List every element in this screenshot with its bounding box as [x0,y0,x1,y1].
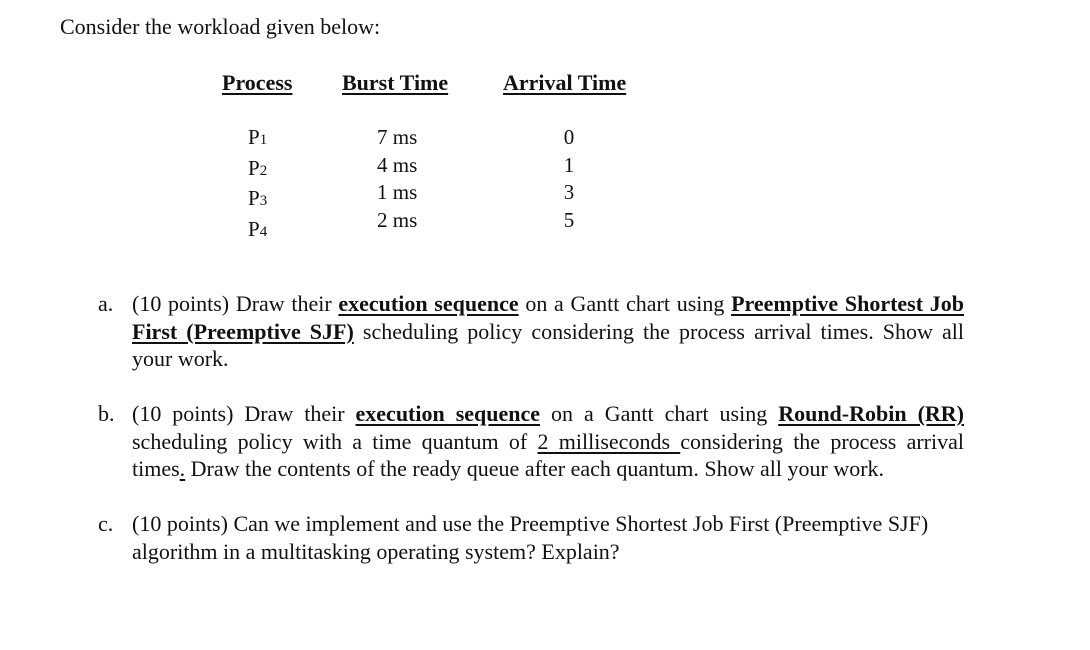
header-process: Process [222,70,293,95]
question-c [98,510,964,565]
process-cell: P2 [248,155,268,180]
burst-cell: 4 ms [377,152,418,177]
arrival-column [562,124,576,234]
emphasis: Preemptive Shortest Job First (Preemptive SJF) [132,291,964,344]
arrival-cell: 1 [563,152,575,177]
emphasis: execution sequence [338,291,519,316]
arrival-cell: 3 [563,180,575,204]
header-burst-time: Burst Time [342,70,449,95]
process-cell: P4 [248,216,268,241]
question-body: (10 points) Can we implement and use the Preemptive Shortest Job First (Preemptive SJF) algorithm in a multitasking operating system? Explain? [132,511,929,564]
arrival-cell: 5 [563,207,575,232]
question-body: (10 points) Draw their execution sequence on a Gantt chart using Round-Robin (RR) scheduling policy with a time quantum of 2 milliseconds considering the process arrival times. Draw the contents of the ready queue after each quantum. Show all your work. [132,401,965,481]
process-cell: P1 [248,125,268,149]
arrival-cell: 0 [563,125,575,149]
burst-column [377,124,417,234]
burst-cell: 1 ms [377,180,418,204]
intro-text: Consider the workload given below: [60,14,381,39]
question-b [98,400,964,483]
emphasis: Round-Robin (RR) [778,401,964,426]
question-letter: c. [98,511,114,536]
header-arrival-time: Arrival Time [503,70,627,95]
question-a [98,290,964,373]
underlined-text: 2 milliseconds [537,428,681,454]
question-letter: b. [98,401,115,426]
question-letter: a. [98,291,114,316]
question-body: (10 points) Draw their execution sequence on a Gantt chart using Preemptive Shortest Job First (Preemptive SJF) scheduling policy considering the process arrival times. Show all your work. [132,291,964,371]
burst-cell: 7 ms [377,125,418,149]
process-cell: P3 [248,186,268,210]
process-column [248,124,267,246]
emphasis: execution sequence [355,401,541,426]
burst-cell: 2 ms [377,207,418,232]
